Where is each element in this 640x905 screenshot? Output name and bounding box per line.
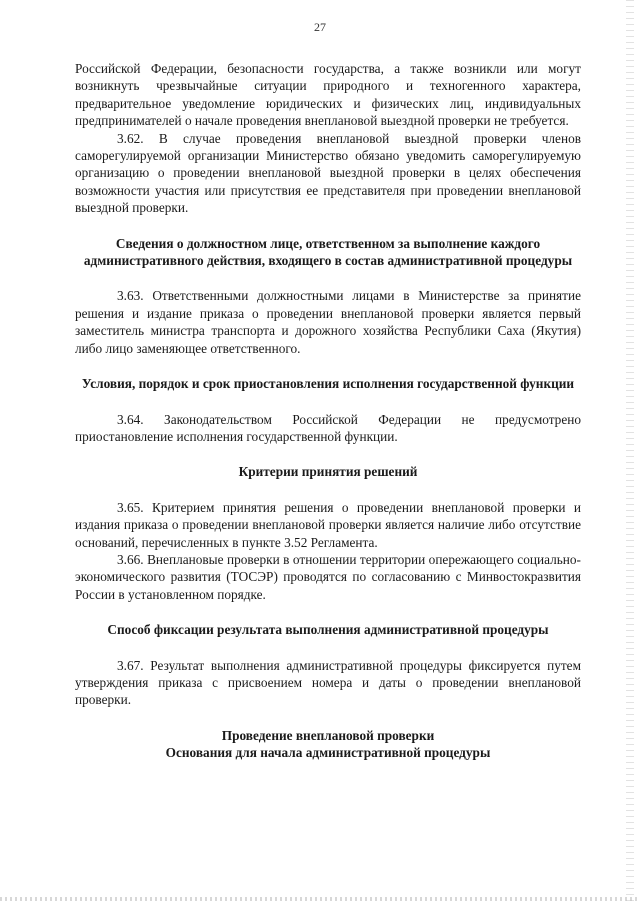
paragraph-3-66: 3.66. Внеплановые проверки в отношении территории опережающего социально-экономического развития (ТОСЭР) проводятся по согласованию с Минвостокразвития России в установленном порядке. bbox=[75, 551, 581, 602]
document-body bbox=[75, 60, 581, 762]
heading-suspension-conditions: Условия, порядок и срок приостановления исполнения государственной функции bbox=[81, 376, 575, 392]
page-number: 27 bbox=[314, 20, 326, 34]
scan-edge-artifact bbox=[626, 0, 634, 905]
paragraph-3-67: 3.67. Результат выполнения административной процедуры фиксируется путем утверждения приказа с присвоением номера и даты о проведении внеплановой проверки. bbox=[75, 657, 581, 708]
paragraph-3-64: 3.64. Законодательством Российской Федерации не предусмотрено приостановление исполнения государственной функции. bbox=[75, 411, 581, 444]
heading-decision-criteria: Критерии принятия решений bbox=[238, 464, 418, 480]
heading-result-fixation: Способ фиксации результата выполнения административной процедуры bbox=[107, 622, 549, 638]
heading-unscheduled-inspection: Проведение внеплановой проверки bbox=[221, 727, 435, 743]
paragraph-intro: Российской Федерации, безопасности государства, а также возникли или могут возникнуть чрезвычайные ситуации природного и техногенного характера, предварительное уведомление юридических и физических лиц, индивидуальных предпринимателей о начале проведения внеплановой выездной проверки не требуется. bbox=[75, 61, 581, 129]
paragraph-3-62: 3.62. В случае проведения внеплановой выездной проверки членов саморегулируемой организации Министерство обязано уведомить саморегулируемую организацию о проведении внеплановой выездной проверки в целях обеспечения возможности участия или присутствия ее представителя при проведении внеплановой выездной проверки. bbox=[75, 130, 581, 216]
heading-responsible-official: Сведения о должностном лице, ответственном за выполнение каждого административного действия, входящего в состав административной процедуры bbox=[83, 235, 573, 269]
scan-bottom-artifact bbox=[0, 897, 640, 901]
paragraph-3-63: 3.63. Ответственными должностными лицами в Министерстве за принятие решения и издание приказа о проведении внеплановой проверки является первый заместитель министра транспорта и дорожного хозяйства Республики Саха (Якутия) либо лицо заменяющее ответственного. bbox=[75, 288, 581, 356]
paragraph-3-65: 3.65. Критерием принятия решения о проведении внеплановой проверки и издания приказа о проведении внеплановой проверки является наличие либо отсутствие оснований, перечисленных в пункте 3.52 Регламента. bbox=[75, 499, 581, 550]
heading-procedure-grounds: Основания для начала административной процедуры bbox=[165, 745, 491, 761]
